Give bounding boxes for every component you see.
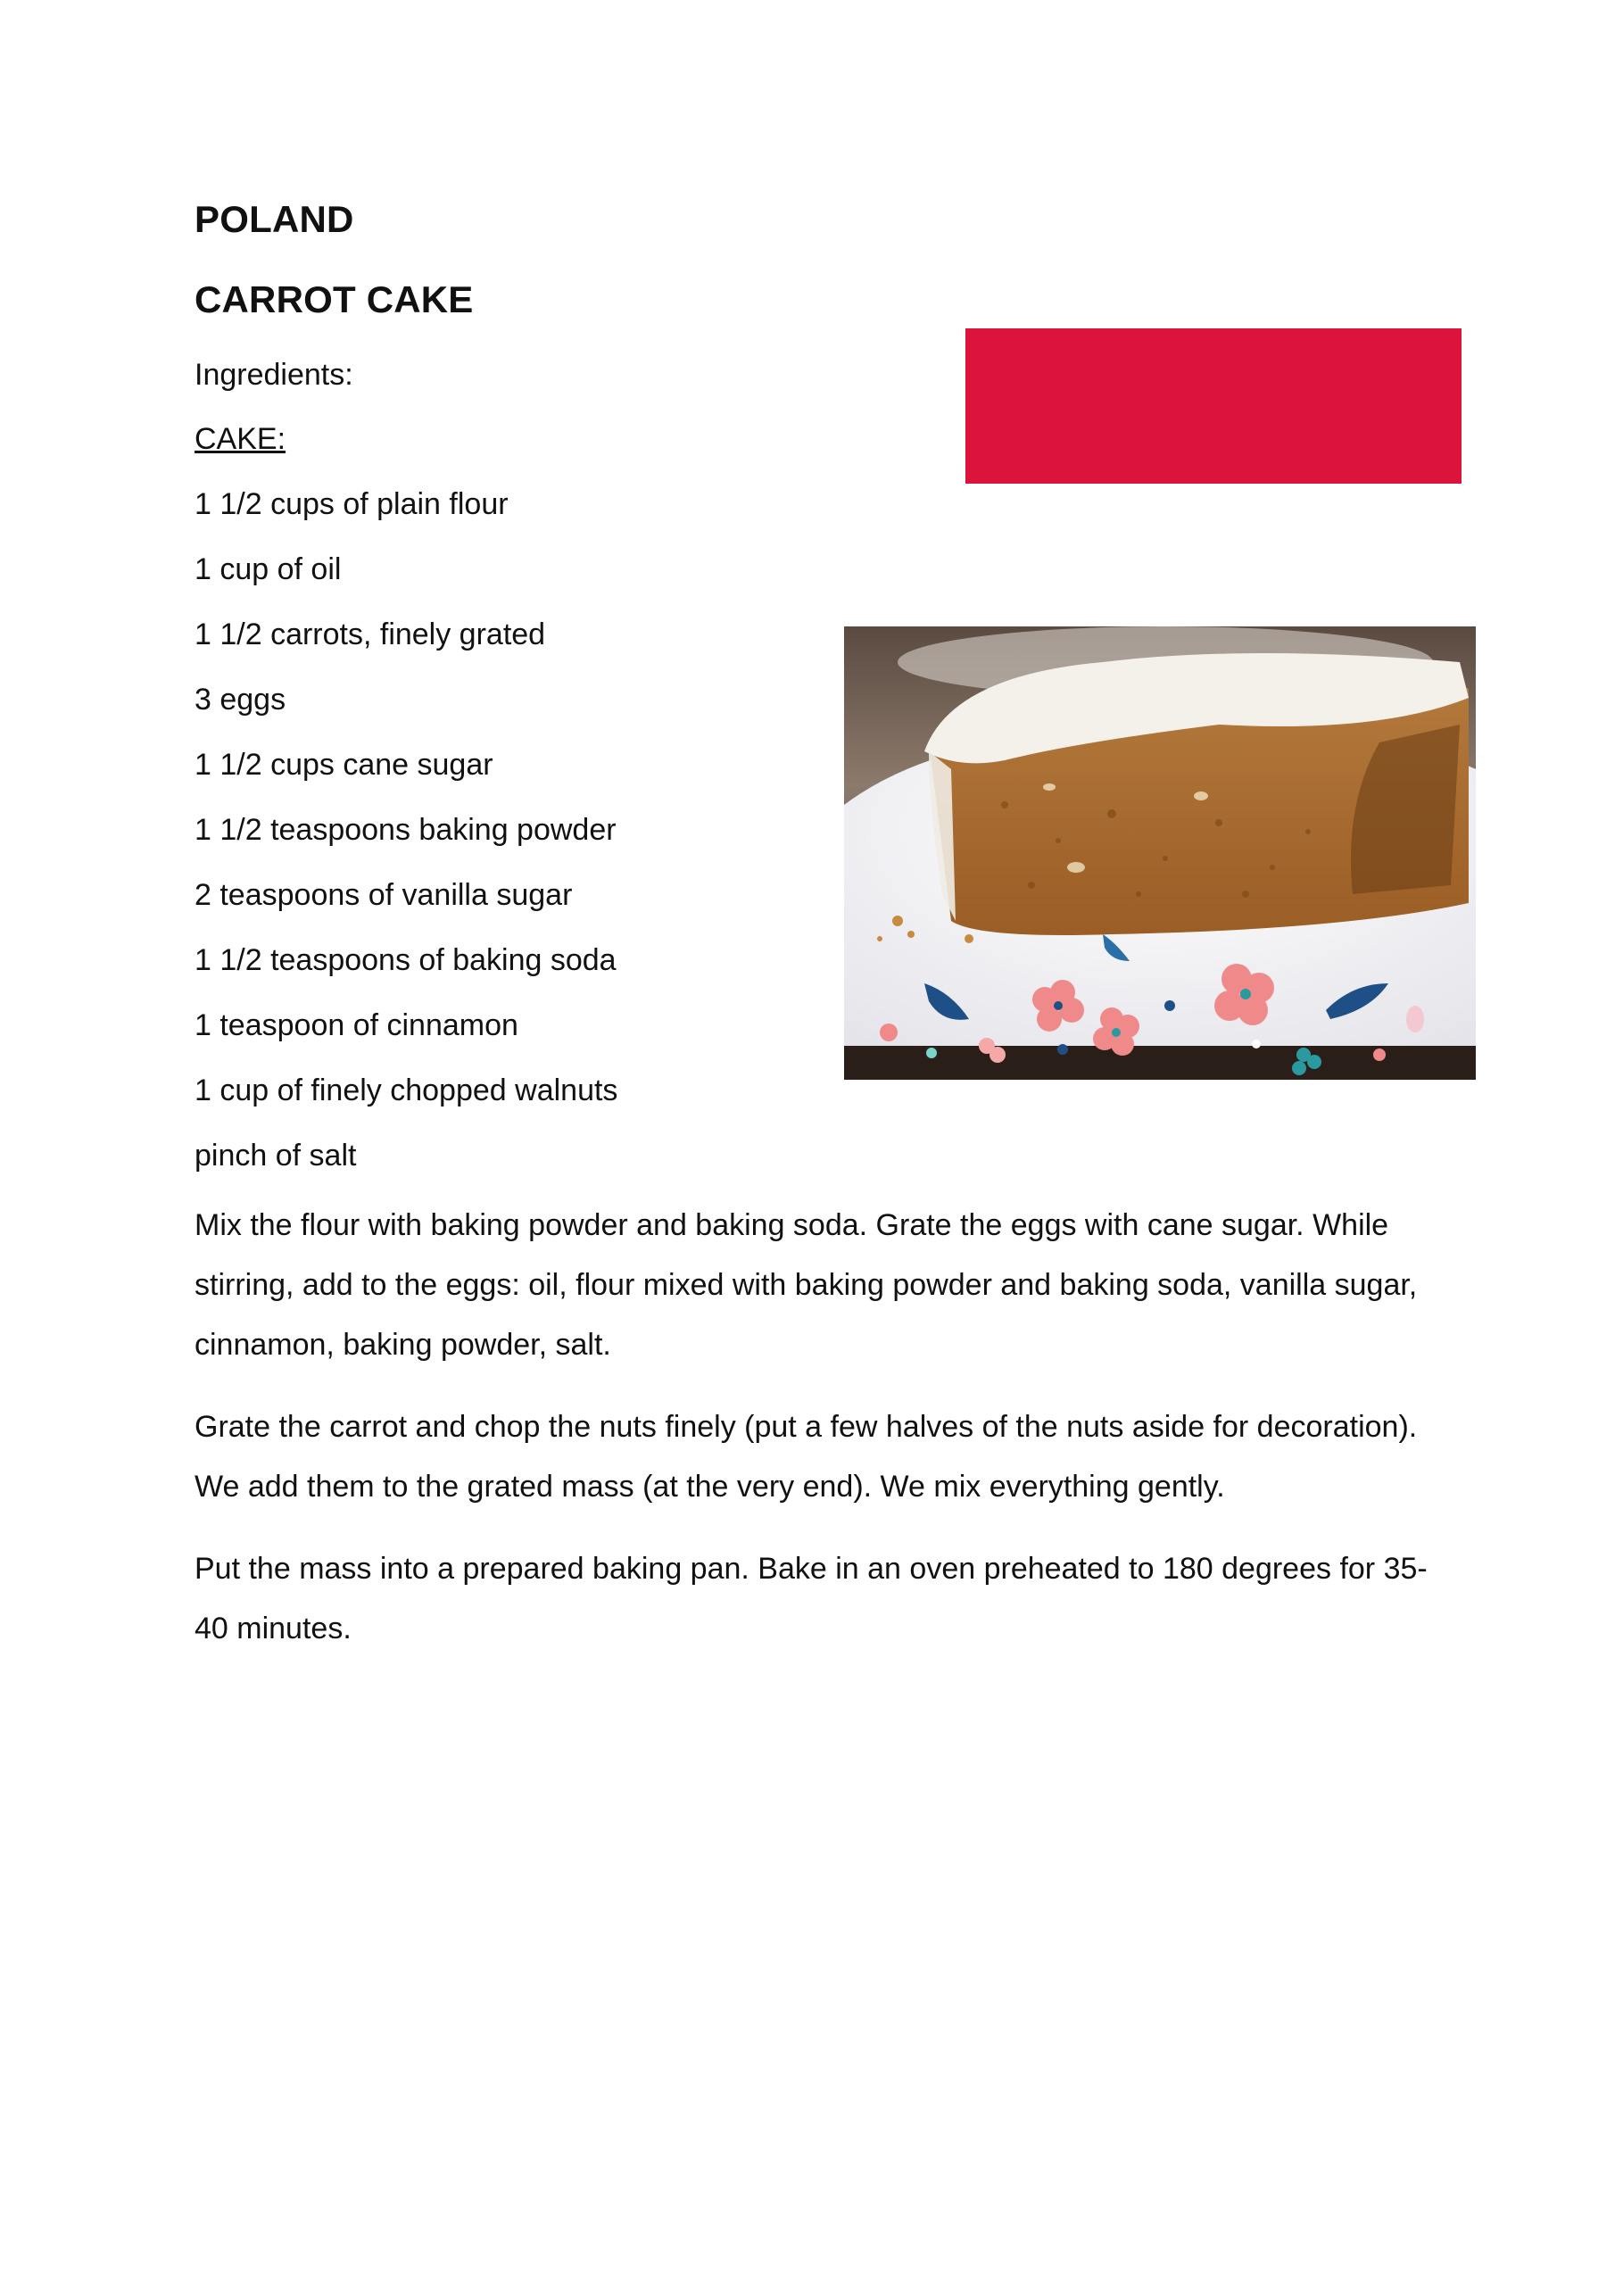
ingredient-item: 1 1/2 carrots, finely grated (195, 618, 546, 651)
carrot-cake-photo (844, 626, 1476, 1080)
ingredient-item: 1 teaspoon of cinnamon (195, 1008, 518, 1042)
cake-section-label: CAKE: (195, 422, 286, 456)
ingredient-item: 2 teaspoons of vanilla sugar (195, 878, 573, 912)
ingredient-item: pinch of salt (195, 1139, 357, 1173)
instruction-paragraph: Mix the flour with baking powder and baking soda. Grate the eggs with cane sugar. While stirring, add to the eggs: oil, flour mixed with baking powder and baking soda, vanilla sugar, cinnamon, baking powder, salt. (195, 1208, 1418, 1362)
ingredient-item: 1 cup of finely chopped walnuts (195, 1073, 618, 1107)
polish-flag-red-stripe (965, 328, 1462, 484)
ingredient-item: 3 eggs (195, 683, 286, 717)
ingredients-label: Ingredients: (195, 358, 353, 392)
ingredient-item: 1 1/2 teaspoons of baking soda (195, 943, 617, 977)
ingredient-item: 1 cup of oil (195, 552, 342, 586)
instruction-paragraph: Grate the carrot and chop the nuts finely (put a few halves of the nuts aside for decoration). We add them to the grated mass (at the very end). We mix everything gently. (195, 1410, 1418, 1504)
ingredient-item: 1 1/2 cups of plain flour (195, 487, 509, 521)
ingredient-item: 1 1/2 cups cane sugar (195, 748, 493, 782)
country-heading: POLAND (195, 198, 354, 240)
recipe-title: CARROT CAKE (195, 278, 474, 320)
ingredient-item: 1 1/2 teaspoons baking powder (195, 813, 617, 847)
instruction-paragraph: Put the mass into a prepared baking pan. Bake in an oven preheated to 180 degrees for 35-40 minutes. (195, 1552, 1428, 1645)
